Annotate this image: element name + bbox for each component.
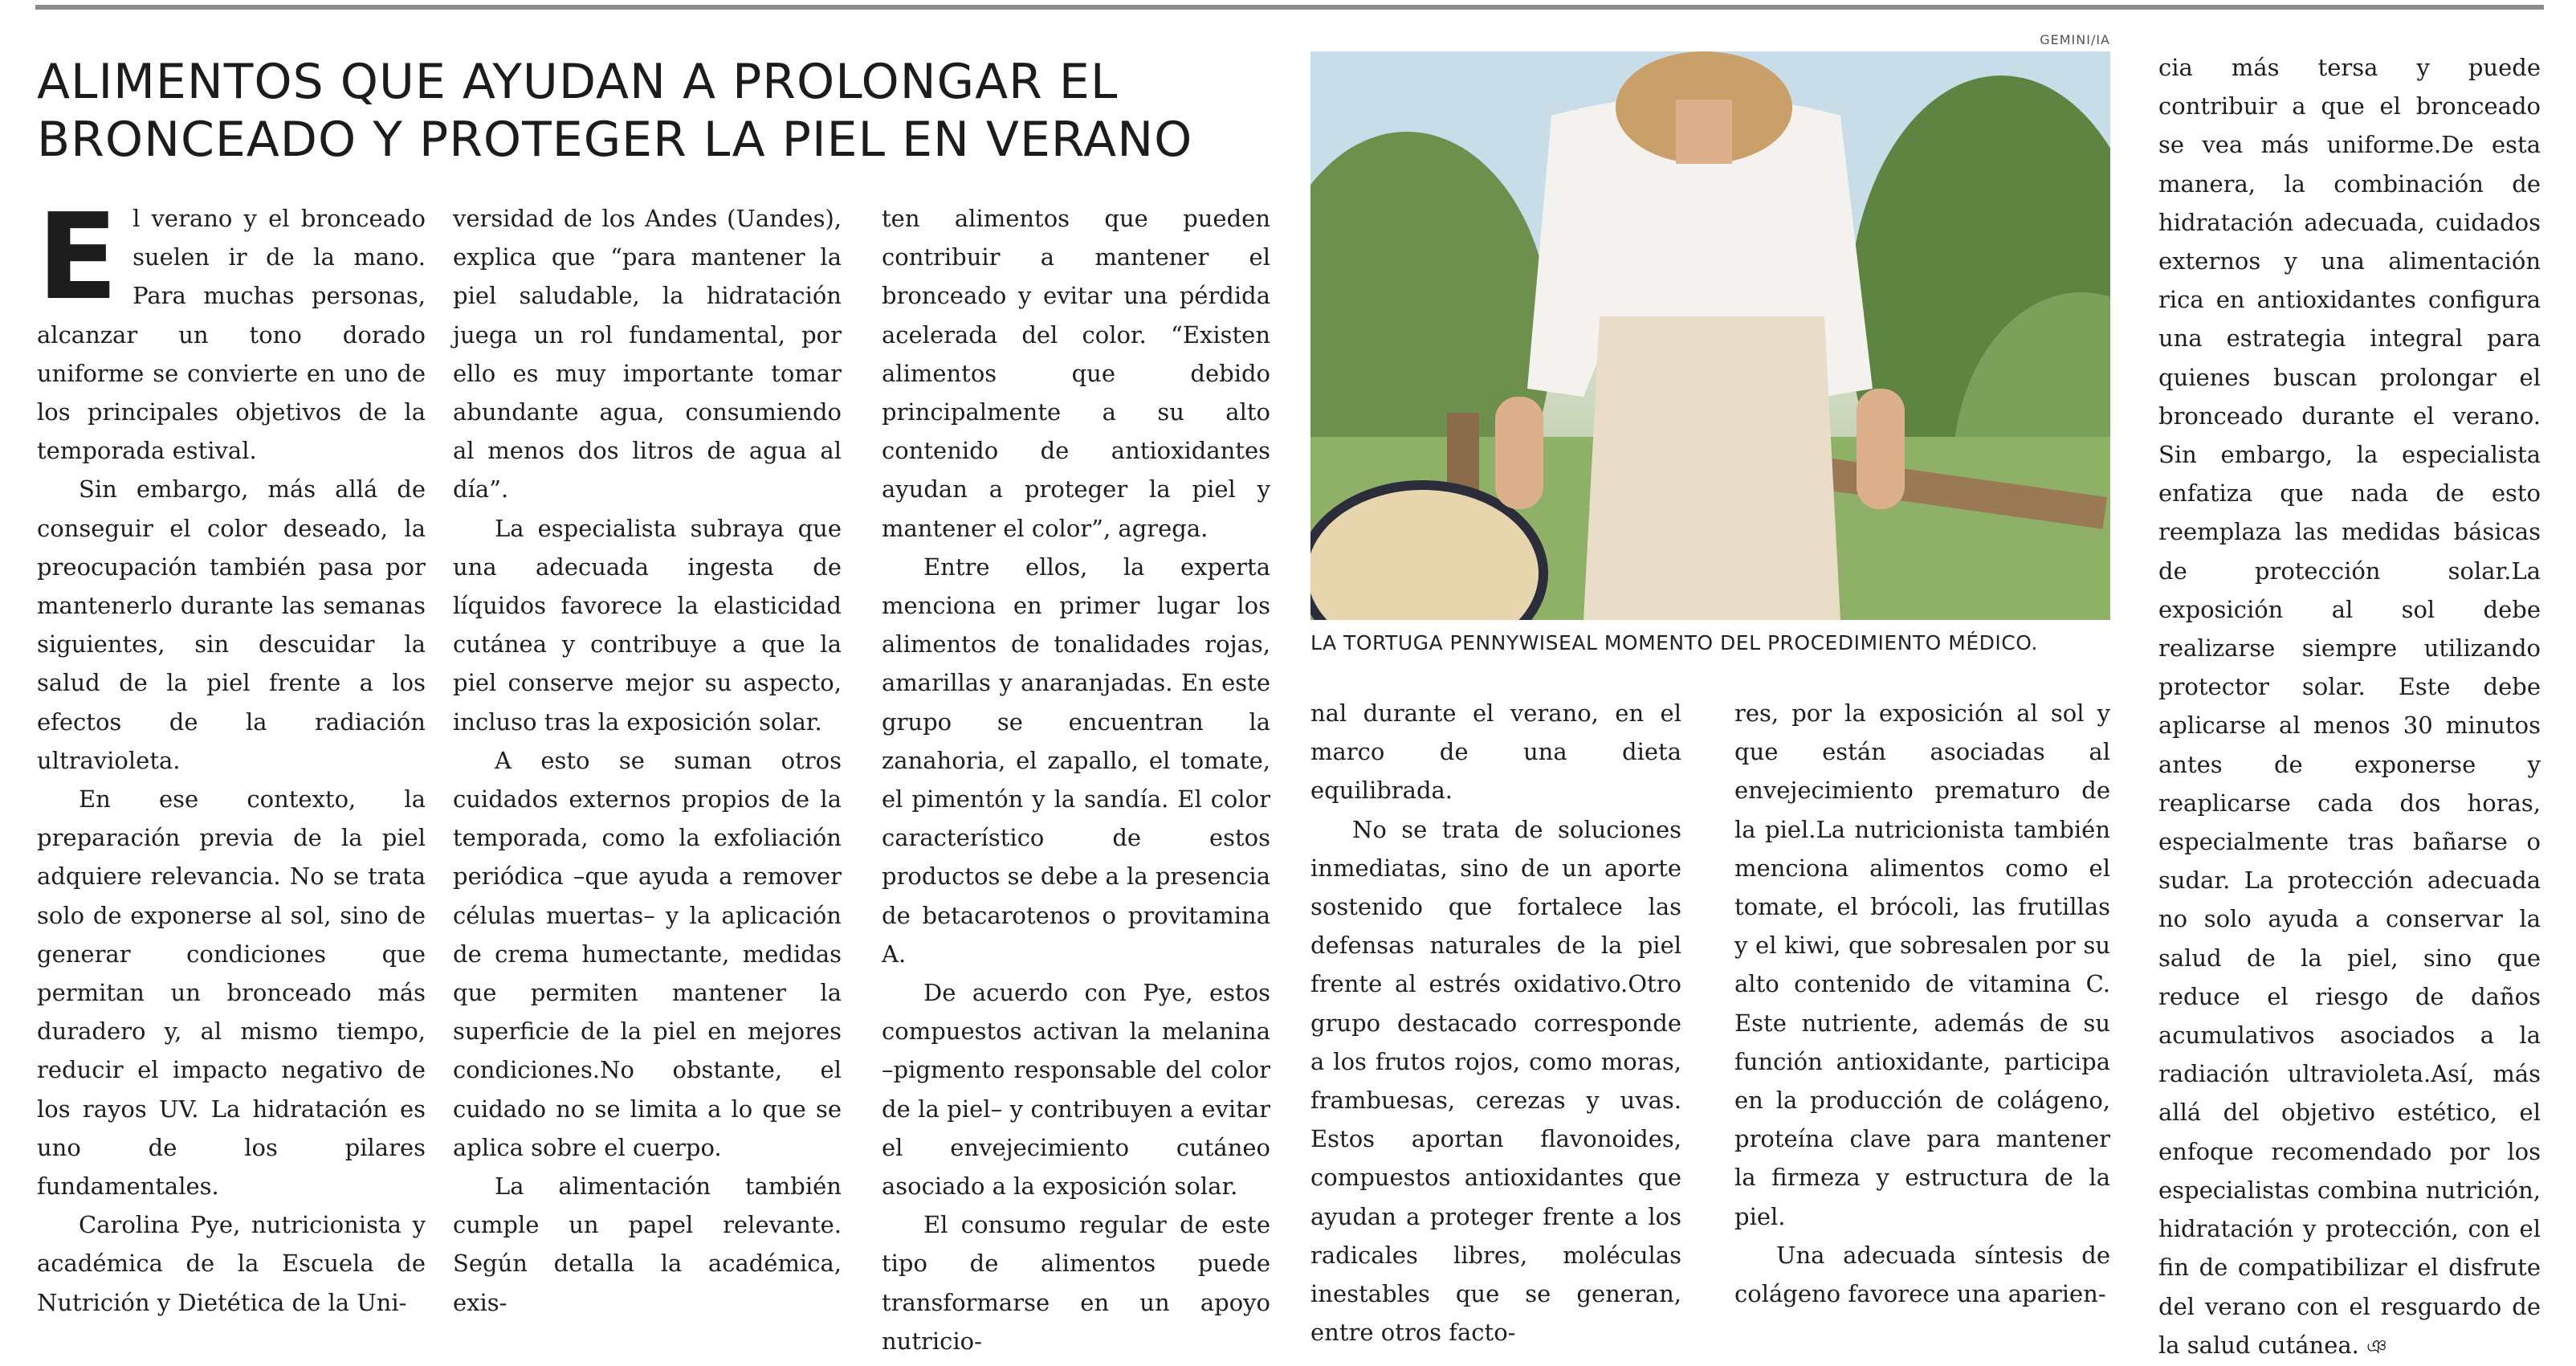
paragraph-text: l verano y el bronceado suelen ir de la mano. Para muchas personas, alcanzar un tono dorado uniforme se convierte en uno de los principales objetivos de la temporada estival. [37, 205, 426, 465]
paragraph: A esto se suman otros cuidados externos propios de la temporada, como la exfoliación periódica –que ayuda a remover células muertas– y la aplicación de crema humectante, medidas que permiten mantener la superficie de la piel en mejores condiciones.No obstante, el cuidado no se limita a lo que se aplica sobre el cuerpo. [453, 746, 842, 1161]
paragraph: Una adecuada síntesis de colágeno favorece una aparien- [1734, 1241, 2110, 1308]
paragraph: Sin embargo, más allá de conseguir el color deseado, la preocupación también pasa por mantenerlo durante las semanas siguientes, sin descuidar la salud de la piel frente a los efectos de la radiación ultravioleta. [37, 475, 426, 774]
text-column-6 [2158, 48, 2541, 1366]
paragraph [2158, 48, 2541, 1366]
text-column-5 [1734, 694, 2110, 1313]
paragraph: No se trata de soluciones inmediatas, sino de un aporte sostenido que fortalece las defensas naturales de la piel frente al estrés oxidativo.Otro grupo destacado corresponde a los frutos rojos, como moras, frambuesas, cerezas y uvas. Estos aportan flavonoides, compuestos antioxidantes que ayudan a proteger frente a los radicales libres, moléculas inestables que se generan, entre otros facto- [1310, 815, 1681, 1347]
paragraph: En ese contexto, la preparación previa de la piel adquiere relevancia. No se trata solo de exponerse al sol, sino de generar condiciones que permitan un bronceado más duradero y, al mismo tiempo, reducir el impacto negativo de los rayos UV. La hidratación es uno de los pilares fundamentales. [37, 785, 426, 1201]
text-column-1 [37, 188, 426, 1322]
paragraph: Carolina Pye, nutricionista y académica de la Escuela de Nutrición y Dietética de la Uni- [37, 1211, 426, 1316]
paragraph-text: cia más tersa y puede contribuir a que el bronceado se vea más uniforme.De esta manera, la combinación de hidratación adecuada, cuidados externos y una alimentación rica en antioxidantes configura una estrategia integral para quienes buscan prolongar el bronceado durante el verano. Sin embargo, la especialista enfatiza que nada de esto reemplaza las medidas básicas de protección solar.La exposición al sol debe realizarse siempre utilizando protector solar. Este debe aplicarse al menos 30 minutos antes de exponerse y reaplicarse cada dos horas, especialmente tras bañarse o sudar. La protección adecuada no solo ayuda a conservar la salud de la piel, sino que reduce el riesgo de daños acumulativos asociados a la radiación ultravioleta.Así, más allá del objetivo estético, el enfoque recomendado por los especialistas combina nutrición, hidratación y protección, con el fin de compatibilizar el disfrute del verano con el resguardo de la salud cutánea. [2158, 54, 2541, 1359]
paragraph: De acuerdo con Pye, estos compuestos activan la melanina –pigmento responsable del color de la piel– y contribuyen a evitar el envejecimiento cutáneo asociado a la exposición solar. [882, 979, 1270, 1201]
paragraph: La alimentación también cumple un papel relevante. Según detalla la académica, exis- [453, 1172, 842, 1316]
dropcap: E [37, 188, 119, 326]
paragraph: res, por la exposición al sol y que están asociadas al envejecimiento prematuro de la piel.La nutricionista también menciona alimentos como el tomate, el brócoli, las frutillas y el kiwi, que sobresalen por su alto contenido de vitamina C. Este nutriente, además de su función antioxidante, participa en la producción de colágeno, proteína clave para mantener la firmeza y estructura de la piel. [1734, 699, 2110, 1230]
paragraph: Entre ellos, la experta menciona en primer lugar los alimentos de tonalidades rojas, amarillas y anaranjadas. En este grupo se encuentran la zanahoria, el zapallo, el tomate, el pimentón y la sandía. El color característico de estos productos se debe a la presencia de betacarotenos o provitamina A. [882, 553, 1270, 968]
top-rule [35, 5, 2544, 10]
paragraph: El consumo regular de este tipo de alimentos puede transformarse en un apoyo nutricio- [882, 1211, 1270, 1355]
photo-caption: LA TORTUGA PENNYWISEAL MOMENTO DEL PROCEDIMIENTO MÉDICO. [1310, 631, 2038, 654]
end-mark: ঞ [2366, 1335, 2387, 1358]
paragraph: versidad de los Andes (Uandes), explica que “para mantener la piel saludable, la hidratación juega un rol fundamental, por ello es muy importante tomar abundante agua, consumiendo al menos dos litros de agua al día”. [453, 205, 842, 504]
text-column-4 [1310, 694, 1681, 1352]
photo-credit: GEMINI/IA [2040, 32, 2110, 47]
paragraph: nal durante el verano, en el marco de una dieta equilibrada. [1310, 699, 1681, 805]
paragraph [37, 188, 426, 470]
paragraph: La especialista subraya que una adecuada ingesta de líquidos favorece la elasticidad cutánea y contribuye a que la piel conserve mejor su aspecto, incluso tras la exposición solar. [453, 514, 842, 736]
article-photo [1310, 51, 2110, 620]
text-column-3 [882, 199, 1270, 1360]
paragraph: ten alimentos que pueden contribuir a mantener el bronceado y evitar una pérdida acelerada del color. “Existen alimentos que debido principalmente a su alto contenido de antioxidantes ayudan a proteger la piel y mantener el color”, agrega. [882, 205, 1270, 542]
text-column-2 [453, 199, 842, 1322]
headline: ALIMENTOS QUE AYUDAN A PROLONGAR EL BRONCEADO Y PROTEGER LA PIEL EN VERANO [37, 54, 1193, 168]
